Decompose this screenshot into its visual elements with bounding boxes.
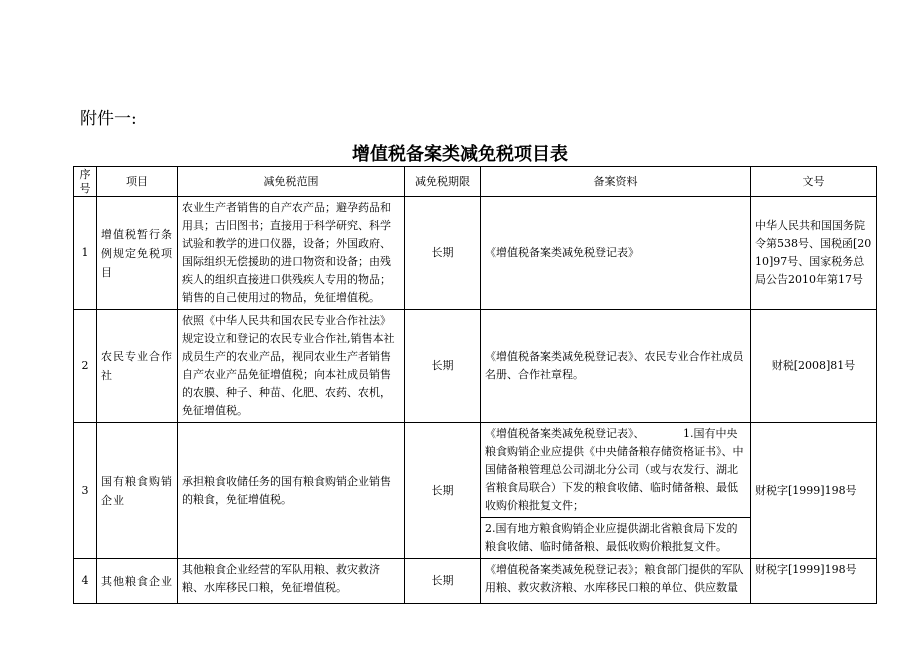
cell-item: 农民专业合作社 [97,310,178,423]
header-docs: 备案资料 [481,167,751,197]
table-row [74,423,877,559]
table-row [74,559,877,604]
cell-ref: 中华人民共和国国务院令第538号、国税函[2010]97号、国家税务总局公告2010年第17号 [751,197,877,310]
cell-scope: 其他粮食企业经营的军队用粮、救灾救济粮、水库移民口粮，免征增值税。 [178,559,405,604]
header-ref: 文号 [751,167,877,197]
table-row [74,310,877,423]
attachment-label: 附件一: [80,109,137,129]
table-header-row [74,167,877,197]
cell-no: 1 [74,197,97,310]
cell-docs: 《增值税备案类减免税登记表》、农民专业合作社成员名册、合作社章程。 [481,310,751,423]
cell-item: 国有粮食购销企业 [97,423,178,559]
cell-ref: 财税字[1999]198号 [751,559,877,604]
cell-no: 2 [74,310,97,423]
cell-no: 4 [74,559,97,604]
cell-scope: 承担粮食收储任务的国有粮食购销企业销售的粮食，免征增值税。 [178,423,405,559]
header-no: 序号 [74,167,97,197]
cell-ref: 财税[2008]81号 [751,310,877,423]
tax-exemption-table [73,166,877,604]
cell-docs: 《增值税备案类减免税登记表》；粮食部门提供的军队用粮、救灾救济粮、水库移民口粮的单位、供应数量 [481,559,751,604]
header-item: 项目 [97,167,178,197]
docs-part-1: 《增值税备案类减免税登记表》、 1.国有中央粮食购销企业应提供《中央储备粮存储资格证书》、中国储备粮管理总公司湖北分公司（或与农发行、湖北省粮食局联合）下发的粮食收储、临时储备粮、最低收购价粮批复文件； [485,427,744,512]
header-period: 减免税期限 [405,167,481,197]
cell-scope: 依照《中华人民共和国农民专业合作社法》规定设立和登记的农民专业合作社,销售本社成员生产的农业产品，视同农业生产者销售自产农业产品免征增值税；向本社成员销售的农膜、种子、种苗、化肥、农药、农机，免征增值税。 [178,310,405,423]
cell-scope: 农业生产者销售的自产农产品；避孕药品和用具；古旧图书；直接用于科学研究、科学试验和教学的进口仪器，设备；外国政府、国际组织无偿援助的进口物资和设备；由残疾人的组织直接进口供残疾人专用的物品；销售的自己使用过的物品，免征增值税。 [178,197,405,310]
docs-part-2: 2.国有地方粮食购销企业应提供湖北省粮食局下发的粮食收储、临时储备粮、最低收购价粮批复文件。 [481,517,750,556]
cell-no: 3 [74,423,97,559]
page-title: 增值税备案类减免税项目表 [352,144,568,165]
cell-item: 增值税暂行条例规定免税项目 [97,197,178,310]
cell-period: 长期 [405,197,481,310]
table-row [74,197,877,310]
header-scope: 减免税范围 [178,167,405,197]
cell-period: 长期 [405,423,481,559]
cell-docs: 《增值税备案类减免税登记表》 [481,197,751,310]
cell-ref: 财税字[1999]198号 [751,423,877,559]
cell-docs [481,423,751,559]
cell-item: 其他粮食企业 [97,559,178,604]
cell-period: 长期 [405,310,481,423]
cell-period: 长期 [405,559,481,604]
